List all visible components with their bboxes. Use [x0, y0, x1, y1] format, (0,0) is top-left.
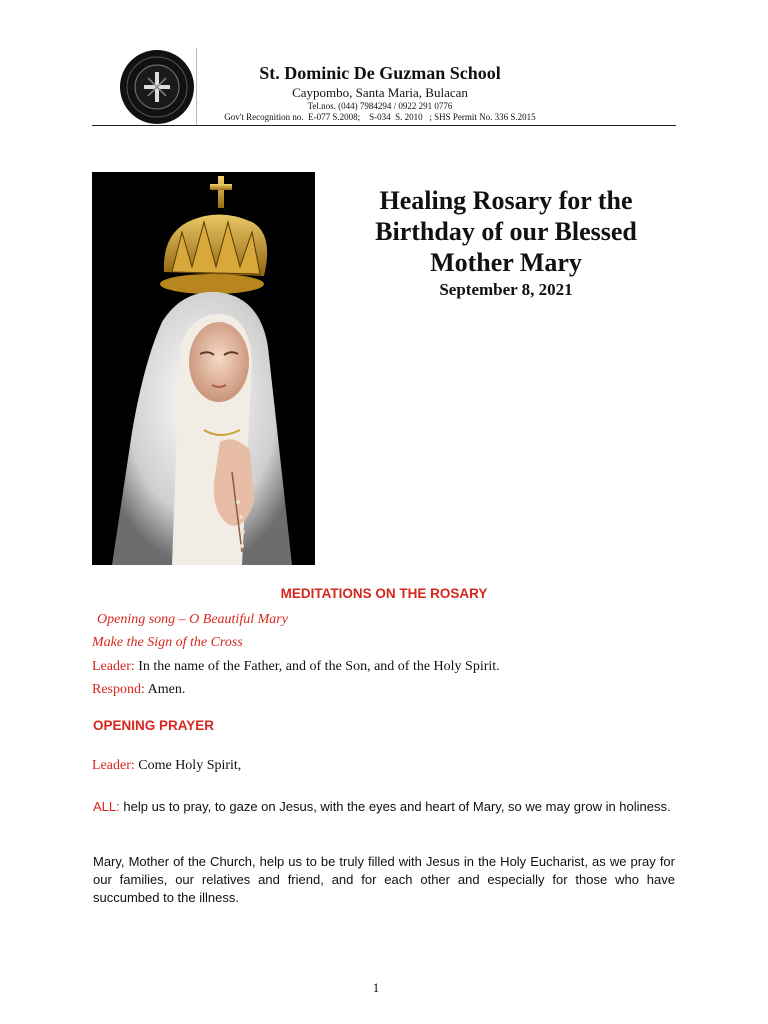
school-address: Caypombo, Santa Maria, Bulacan	[292, 85, 468, 100]
leader-line	[92, 758, 241, 774]
respond-text: Amen.	[147, 682, 186, 697]
leader-label: Leader:	[92, 758, 135, 773]
document-title: Healing Rosary for the Birthday of our Blessed Mother Mary	[375, 186, 637, 277]
leader-text: Come Holy Spirit,	[138, 758, 242, 773]
sign-of-cross-instruction: Make the Sign of the Cross	[92, 635, 243, 650]
leader-line	[92, 659, 500, 675]
all-label: ALL:	[93, 799, 120, 814]
page-number: 1	[372, 980, 380, 995]
mary-statue-image	[92, 172, 315, 565]
mary-prayer-paragraph: Mary, Mother of the Church, help us to be truly filled with Jesus in the Holy Eucharist, as we pray for our families, our relatives and friend, and for each other and especially for those who have succumbed to the illness.	[93, 854, 675, 905]
respond-label: Respond:	[92, 682, 145, 697]
leader-text: In the name of the Father, and of the Son, and of the Holy Spirit.	[138, 659, 500, 674]
document-date: September 8, 2021	[439, 280, 573, 299]
school-recognition: Gov't Recognition no. E-077 S.2008; S-034 S. 2010 ; SHS Permit No. 336 S.2015	[224, 112, 536, 122]
school-logo	[118, 48, 196, 126]
meditations-heading: MEDITATIONS ON THE ROSARY	[280, 586, 488, 601]
opening-song: Opening song – O Beautiful Mary	[97, 612, 288, 627]
all-text: help us to pray, to gaze on Jesus, with the eyes and heart of Mary, so we may grow in holiness.	[123, 799, 671, 814]
leader-label: Leader:	[92, 659, 135, 674]
school-name: St. Dominic De Guzman School	[259, 63, 501, 83]
respond-line	[92, 682, 185, 698]
opening-prayer-heading: OPENING PRAYER	[93, 718, 215, 733]
header-rule	[92, 125, 676, 126]
header-divider-vertical	[196, 48, 197, 125]
all-response-paragraph	[93, 798, 675, 816]
school-telephone: Tel.nos. (044) 7984294 / 0922 291 0776	[307, 101, 453, 111]
